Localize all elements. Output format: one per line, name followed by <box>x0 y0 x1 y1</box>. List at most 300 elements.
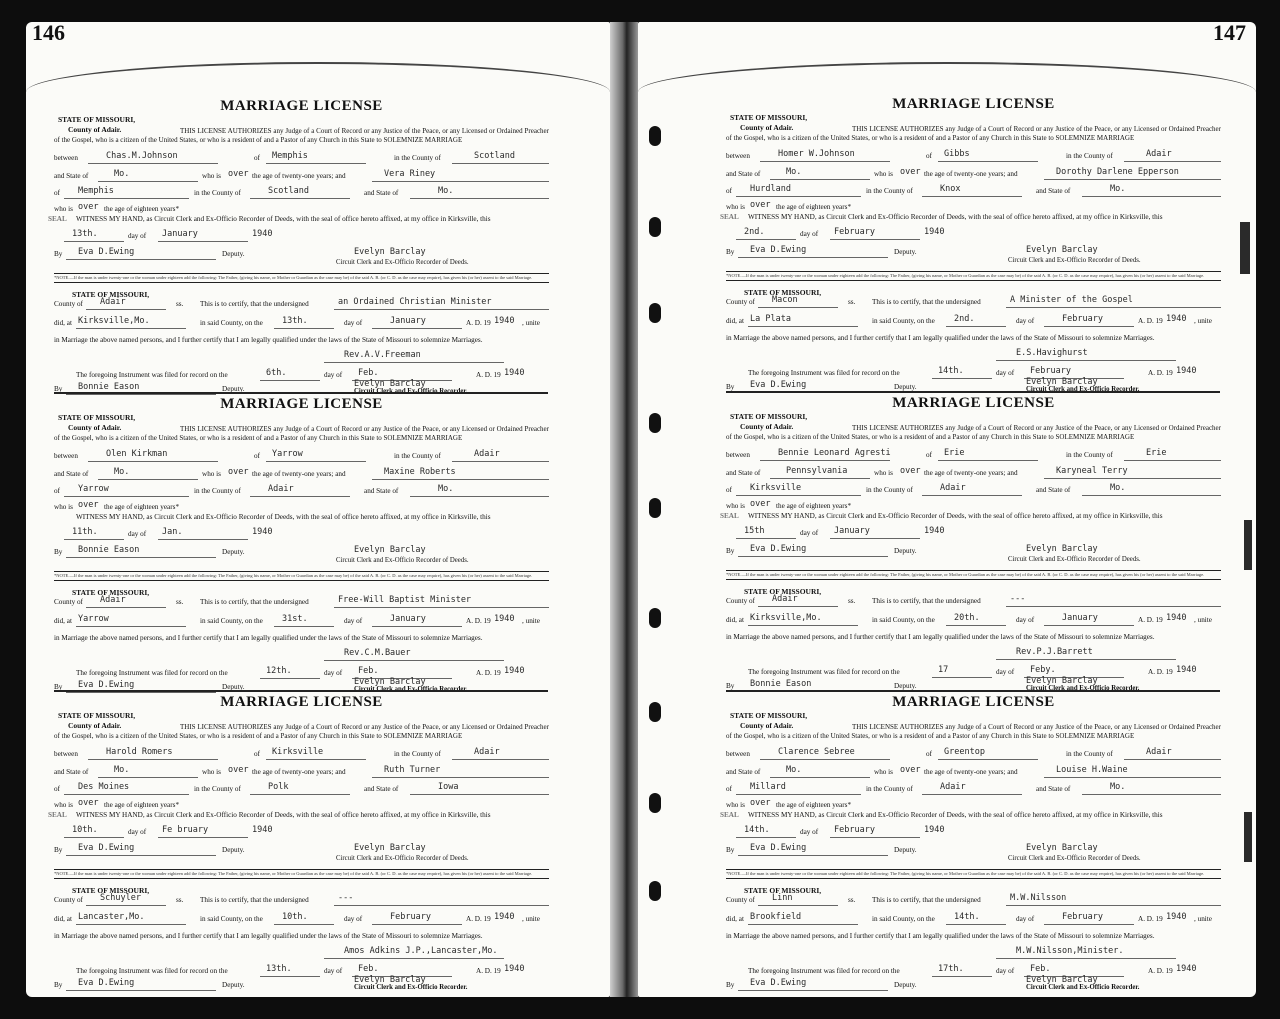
bride-state: Mo. <box>1110 184 1126 194</box>
label-filed: The foregoing Instrument was filed for record on the <box>748 967 900 975</box>
marriage-year: 1940 <box>494 316 515 326</box>
issue-deputy: Eva D.Ewing <box>750 544 807 554</box>
witness-text: WITNESS MY HAND, as Circuit Clerk and Ex-Officio Recorder of Deeds, with the seal of office hereto affixed, at my office in Kirksville, this <box>748 811 1163 819</box>
marriage-statement: in Marriage the above named persons, and I further certify that I am legally qualified under the laws of the State of Missouri to solemnize Marriages. <box>726 334 1155 342</box>
age-note: *NOTE.—If the man is under twenty-one or the woman under eighteen add the following: The Father, (giving his name, or Mother or Guardian as the case may be) of the said A. B. (or C. D. as the case may require), has given his (or her) assent to the said Marriage. <box>726 271 1221 281</box>
label-and-state: and State of <box>54 768 89 776</box>
state-label: STATE OF MISSOURI, <box>730 412 808 421</box>
witness-text: WITNESS MY HAND, as Circuit Clerk and Ex-Officio Recorder of Deeds, with the seal of office hereto affixed, at my office in Kirksville, this <box>748 213 1163 221</box>
label-age-18: the age of eighteen years* <box>104 205 180 213</box>
label-who-is: who is <box>54 205 73 213</box>
bride-age-qualifier: over <box>750 798 771 808</box>
filed-day: 13th. <box>266 964 292 974</box>
marriage-statement: in Marriage the above named persons, and I further certify that I am legally qualified under the laws of the State of Missouri to solemnize Marriages. <box>726 633 1155 641</box>
binder-hole <box>649 303 661 323</box>
officiant-signature: Rev.C.M.Bauer <box>344 648 411 658</box>
filed-month: Feb. <box>1030 964 1051 974</box>
label-day-of: day of <box>800 230 819 238</box>
fill-line <box>410 487 549 497</box>
binder-hole <box>649 702 661 722</box>
label-county-of: County of <box>54 896 83 904</box>
bride-town: Des Moines <box>78 782 130 792</box>
label-and-state: and State of <box>364 487 399 495</box>
section-divider <box>726 690 1220 692</box>
label-day-of: day of <box>800 529 819 537</box>
license-title: MARRIAGE LICENSE <box>892 395 1055 411</box>
license-title: MARRIAGE LICENSE <box>892 694 1055 710</box>
filed-month: Feb. <box>358 368 379 378</box>
license-boilerplate: THIS LICENSE AUTHORIZES any Judge of a Court of Record or any Justice of the Peace, or any Licensed or Ordained Preacher of the Gospel, who is a citizen of the United States, or who is a resident of and a Pastor of any Church in this State to SOLEMNIZE MARRIAGE <box>726 125 1221 142</box>
clerk-title: Circuit Clerk and Ex-Officio Recorder of Deeds. <box>1008 556 1141 563</box>
fill-line <box>1082 486 1221 496</box>
label-age-21: the age of twenty-one years; and <box>252 470 346 478</box>
fill-line <box>1124 451 1221 461</box>
label-and-state: and State of <box>54 470 89 478</box>
marriage-year: 1940 <box>1166 613 1187 623</box>
groom-age-qualifier: over <box>900 466 921 476</box>
fill-line <box>98 172 198 182</box>
bride-county: Scotland <box>268 186 309 196</box>
cert-state-label: STATE OF MISSOURI, <box>72 588 150 597</box>
filed-deputy: Eva D.Ewing <box>78 978 135 988</box>
label-said-county: in said County, on the <box>872 616 935 624</box>
filed-month: February <box>1030 366 1071 376</box>
groom-town: Greentop <box>944 747 985 757</box>
license-slot <box>26 693 610 990</box>
binder-hole <box>649 608 661 628</box>
marriage-statement: in Marriage the above named persons, and I further certify that I am legally qualified under the laws of the State of Missouri to solemnize Marriages. <box>54 634 483 642</box>
label-day-of: day of <box>800 828 819 836</box>
label-certify: This is to certify, that the undersigned <box>872 298 981 306</box>
label-who-is: who is <box>202 172 221 180</box>
officiant-title: an Ordained Christian Minister <box>338 297 492 307</box>
bride-town: Kirksville <box>750 483 802 493</box>
license-boilerplate: THIS LICENSE AUTHORIZES any Judge of a Court of Record or any Justice of the Peace, or any Licensed or Ordained Preacher of the Gospel, who is a citizen of the United States, or who is a resident of and a Pastor of any Church in this State to SOLEMNIZE MARRIAGE <box>726 723 1221 740</box>
label-said-county: in said County, on the <box>872 915 935 923</box>
bride-age-qualifier: over <box>78 500 99 510</box>
issue-month: Fe bruary <box>162 825 209 835</box>
fill-line <box>1006 597 1221 607</box>
age-note: *NOTE.—If the man is under twenty-one or the woman under eighteen add the following: The Father, (giving his name, or Mother or Guardian as the case may be) of the said A. B. (or C. D. as the case may require), has given his (or her) assent to the said Marriage. <box>726 570 1221 580</box>
groom-town: Kirksville <box>272 747 324 757</box>
issue-day: 2nd. <box>744 227 765 237</box>
label-between: between <box>726 152 750 160</box>
label-day-of: day of <box>344 319 363 327</box>
witness-text: WITNESS MY HAND, as Circuit Clerk and Ex-Officio Recorder of Deeds, with the seal of office hereto affixed, at my office in Kirksville, this <box>76 513 491 521</box>
filed-day: 6th. <box>266 368 287 378</box>
label-ad: A. D. 19 <box>1148 668 1173 676</box>
groom-county: Adair <box>474 747 500 757</box>
officiant-signature: Rev.A.V.Freeman <box>344 350 421 360</box>
label-county-of: County of <box>726 597 755 605</box>
groom-town: Gibbs <box>944 149 970 159</box>
marriage-license <box>48 97 549 395</box>
label-deputy: Deputy. <box>894 248 917 256</box>
label-in-county: in the County of <box>194 189 241 197</box>
filed-clerk: Evelyn Barclay <box>1026 377 1098 387</box>
label-in-county: in the County of <box>194 785 241 793</box>
marriage-statement: in Marriage the above named persons, and I further certify that I am legally qualified under the laws of the State of Missouri to solemnize Marriages. <box>726 932 1155 940</box>
seal-mark: SEAL <box>48 215 67 223</box>
label-ad: A. D. 19 <box>476 371 501 379</box>
fill-line <box>758 896 838 906</box>
label-ss: ss. <box>848 597 856 605</box>
label-in-county: in the County of <box>866 785 913 793</box>
label-between: between <box>54 452 78 460</box>
label-unite: , unite <box>522 617 540 625</box>
label-age-18: the age of eighteen years* <box>776 502 852 510</box>
label-who-is: who is <box>54 801 73 809</box>
label-unite: , unite <box>522 319 540 327</box>
clerk-title-short: Circuit Clerk and Ex-Officio Recorder. <box>1026 984 1140 991</box>
issue-year: 1940 <box>924 526 945 536</box>
label-deputy: Deputy. <box>894 547 917 555</box>
officiant-signature: Rev.P.J.Barrett <box>1016 647 1093 657</box>
groom-age-qualifier: over <box>228 765 249 775</box>
marriage-place: Lancaster,Mo. <box>78 912 145 922</box>
issue-deputy: Eva D.Ewing <box>750 843 807 853</box>
label-said-county: in said County, on the <box>200 319 263 327</box>
license-boilerplate: THIS LICENSE AUTHORIZES any Judge of a Court of Record or any Justice of the Peace, or any Licensed or Ordained Preacher of the Gospel, who is a citizen of the United States, or who is a resident of and a Pastor of any Church in this State to SOLEMNIZE MARRIAGE <box>54 425 549 442</box>
officiant-title: --- <box>1010 594 1026 604</box>
label-day-of: day of <box>1016 317 1035 325</box>
bride-town: Yarrow <box>78 484 109 494</box>
bride-state: Iowa <box>438 782 459 792</box>
seal-mark: SEAL <box>720 213 739 221</box>
license-boilerplate: THIS LICENSE AUTHORIZES any Judge of a Court of Record or any Justice of the Peace, or any Licensed or Ordained Preacher of the Gospel, who is a citizen of the United States, or who is a resident of and a Pastor of any Church in this State to SOLEMNIZE MARRIAGE <box>54 723 549 740</box>
fill-line <box>452 750 549 760</box>
label-ad: A. D. 19 <box>476 967 501 975</box>
label-in-county: in the County of <box>194 487 241 495</box>
filed-year: 1940 <box>1176 366 1197 376</box>
filed-year: 1940 <box>1176 665 1197 675</box>
label-and-state: and State of <box>726 469 761 477</box>
fill-line <box>770 768 870 778</box>
groom-county: Adair <box>474 449 500 459</box>
label-and-state: and State of <box>1036 187 1071 195</box>
groom-age-qualifier: over <box>228 467 249 477</box>
fill-line <box>1124 152 1221 162</box>
label-by: By <box>54 548 63 556</box>
label-by: By <box>726 248 735 256</box>
issue-clerk: Evelyn Barclay <box>354 247 426 257</box>
label-age-21: the age of twenty-one years; and <box>924 170 1018 178</box>
license-slot <box>638 693 1256 990</box>
officiant-title: Free-Will Baptist Minister <box>338 595 472 605</box>
label-and-state: and State of <box>54 172 89 180</box>
marriage-place: Brookfield <box>750 912 802 922</box>
label-ad: A. D. 19 <box>466 319 491 327</box>
label-deputy: Deputy. <box>894 981 917 989</box>
groom-state: Mo. <box>114 467 130 477</box>
label-by: By <box>726 383 735 391</box>
filed-deputy: Eva D.Ewing <box>750 380 807 390</box>
license-slot <box>26 395 610 692</box>
cert-state-label: STATE OF MISSOURI, <box>744 288 822 297</box>
label-certify: This is to certify, that the undersigned <box>200 598 309 606</box>
label-who-is: who is <box>874 170 893 178</box>
label-day-of: day of <box>344 915 363 923</box>
marriage-year: 1940 <box>494 912 515 922</box>
label-deputy: Deputy. <box>894 682 917 690</box>
filed-year: 1940 <box>504 368 525 378</box>
label-day-of: day of <box>996 967 1015 975</box>
issue-month: Jan. <box>162 527 183 537</box>
label-by: By <box>726 846 735 854</box>
fill-line <box>1082 785 1221 795</box>
section-divider <box>726 391 1220 393</box>
clerk-title: Circuit Clerk and Ex-Officio Recorder of Deeds. <box>1008 855 1141 862</box>
label-day-of: day of <box>1016 616 1035 624</box>
label-deputy: Deputy. <box>894 846 917 854</box>
seal-mark: SEAL <box>48 811 67 819</box>
label-day-of: day of <box>344 617 363 625</box>
label-certify: This is to certify, that the undersigned <box>872 896 981 904</box>
seal-mark: SEAL <box>720 512 739 520</box>
marriage-statement: in Marriage the above named persons, and I further certify that I am legally qualified under the laws of the State of Missouri to solemnize Marriages. <box>54 932 483 940</box>
marriage-license <box>48 693 549 991</box>
label-ad: A. D. 19 <box>1148 369 1173 377</box>
issue-month: January <box>162 229 198 239</box>
marriage-day: 20th. <box>954 613 980 623</box>
label-between: between <box>726 750 750 758</box>
cert-state-label: STATE OF MISSOURI, <box>744 886 822 895</box>
label-said-county: in said County, on the <box>200 915 263 923</box>
label-ad: A. D. 19 <box>1138 317 1163 325</box>
bride-name: Ruth Turner <box>384 765 441 775</box>
label-ad: A. D. 19 <box>466 915 491 923</box>
groom-name: Bennie Leonard Agresti <box>778 448 891 458</box>
label-in-county: in the County of <box>1066 451 1113 459</box>
label-age-21: the age of twenty-one years; and <box>252 768 346 776</box>
label-who-is: who is <box>726 502 745 510</box>
label-age-21: the age of twenty-one years; and <box>252 172 346 180</box>
label-day-of: day of <box>128 828 147 836</box>
bride-name: Vera Riney <box>384 169 436 179</box>
clerk-title-short: Circuit Clerk and Ex-Officio Recorder. <box>354 984 468 991</box>
groom-state: Mo. <box>786 167 802 177</box>
label-filed: The foregoing Instrument was filed for record on the <box>748 668 900 676</box>
filed-clerk: Evelyn Barclay <box>1026 975 1098 985</box>
label-day-of: day of <box>996 369 1015 377</box>
label-day-of: day of <box>324 669 343 677</box>
officiant-signature: M.W.Nilsson,Minister. <box>1016 946 1124 956</box>
label-did-at: did, at <box>726 317 744 325</box>
label-of: of <box>54 189 60 197</box>
label-day-of: day of <box>324 371 343 379</box>
label-of: of <box>54 487 60 495</box>
filed-deputy: Eva D.Ewing <box>750 978 807 988</box>
label-who-is: who is <box>54 503 73 511</box>
clerk-title-short: Circuit Clerk and Ex-Officio Recorder. <box>1026 386 1140 393</box>
clerk-title: Circuit Clerk and Ex-Officio Recorder of Deeds. <box>336 855 469 862</box>
label-day-of: day of <box>996 668 1015 676</box>
margin-stamp <box>1244 812 1252 862</box>
clerk-title: Circuit Clerk and Ex-Officio Recorder of Deeds. <box>336 259 469 266</box>
label-age-18: the age of eighteen years* <box>104 801 180 809</box>
label-by: By <box>54 683 63 691</box>
filed-year: 1940 <box>1176 964 1197 974</box>
issue-year: 1940 <box>924 825 945 835</box>
bride-state: Mo. <box>438 186 454 196</box>
label-who-is: who is <box>726 203 745 211</box>
label-ad: A. D. 19 <box>1138 915 1163 923</box>
age-note: *NOTE.—If the man is under twenty-one or the woman under eighteen add the following: The Father, (giving his name, or Mother or Guardian as the case may be) of the said A. B. (or C. D. as the case may require), has given his (or her) assent to the said Marriage. <box>54 273 549 283</box>
label-of: of <box>254 154 260 162</box>
filed-clerk: Evelyn Barclay <box>354 677 426 687</box>
age-note: *NOTE.—If the man is under twenty-one or the woman under eighteen add the following: The Father, (giving his name, or Mother or Guardian as the case may be) of the said A. B. (or C. D. as the case may require), has given his (or her) assent to the said Marriage. <box>726 869 1221 879</box>
groom-town: Erie <box>944 448 965 458</box>
bride-county: Adair <box>268 484 294 494</box>
label-in-county: in the County of <box>394 154 441 162</box>
label-of: of <box>726 187 732 195</box>
filed-day: 17 <box>938 665 949 675</box>
filed-clerk: Evelyn Barclay <box>354 379 426 389</box>
label-in-county: in the County of <box>394 750 441 758</box>
bride-town: Millard <box>750 782 786 792</box>
fill-line <box>922 785 1022 795</box>
cert-state-label: STATE OF MISSOURI, <box>72 290 150 299</box>
bride-town: Memphis <box>78 186 114 196</box>
county-header: County of Adair. <box>68 125 122 134</box>
issue-clerk: Evelyn Barclay <box>1026 843 1098 853</box>
marriage-month: February <box>390 912 431 922</box>
filed-month: Feb. <box>358 964 379 974</box>
label-of: of <box>254 452 260 460</box>
page-number: 147 <box>1213 22 1246 45</box>
county-header: County of Adair. <box>68 721 122 730</box>
issue-year: 1940 <box>252 229 273 239</box>
label-certify: This is to certify, that the undersigned <box>872 597 981 605</box>
bride-county: Knox <box>940 184 961 194</box>
label-did-at: did, at <box>54 617 72 625</box>
fill-line <box>452 452 549 462</box>
label-in-county: in the County of <box>866 486 913 494</box>
groom-county: Adair <box>1146 747 1172 757</box>
marriage-place: Kirksville,Mo. <box>78 316 150 326</box>
cert-county: Schuyler <box>100 893 141 903</box>
marriage-statement: in Marriage the above named persons, and I further certify that I am legally qualified under the laws of the State of Missouri to solemnize Marriages. <box>54 336 483 344</box>
label-county-of: County of <box>726 298 755 306</box>
fill-line <box>1082 187 1221 197</box>
county-header: County of Adair. <box>740 721 794 730</box>
seal-mark: SEAL <box>720 811 739 819</box>
label-did-at: did, at <box>54 319 72 327</box>
groom-name: Clarence Sebree <box>778 747 855 757</box>
filed-month: Feby. <box>1030 665 1056 675</box>
label-of: of <box>726 785 732 793</box>
filed-day: 12th. <box>266 666 292 676</box>
groom-town: Memphis <box>272 151 308 161</box>
bride-county: Polk <box>268 782 289 792</box>
label-deputy: Deputy. <box>222 981 245 989</box>
marriage-place: La Plata <box>750 314 791 324</box>
marriage-month: January <box>390 614 426 624</box>
clerk-title-short: Circuit Clerk and Ex-Officio Recorder. <box>354 388 468 395</box>
label-deputy: Deputy. <box>222 846 245 854</box>
label-unite: , unite <box>1194 915 1212 923</box>
label-day-of: day of <box>1016 915 1035 923</box>
cert-state-label: STATE OF MISSOURI, <box>744 587 822 596</box>
issue-day: 15th <box>744 526 765 536</box>
label-filed: The foregoing Instrument was filed for record on the <box>76 669 228 677</box>
groom-name: Harold Romers <box>106 747 173 757</box>
label-ss: ss. <box>848 896 856 904</box>
issue-deputy: Eva D.Ewing <box>78 843 135 853</box>
filed-year: 1940 <box>504 964 525 974</box>
label-between: between <box>54 154 78 162</box>
issue-year: 1940 <box>252 825 273 835</box>
filed-day: 14th. <box>938 366 964 376</box>
label-and-state: and State of <box>1036 785 1071 793</box>
label-county-of: County of <box>54 300 83 308</box>
label-county-of: County of <box>54 598 83 606</box>
state-label: STATE OF MISSOURI, <box>58 115 136 124</box>
page-edge-curve <box>638 62 1256 92</box>
fill-line <box>922 187 1022 197</box>
license-title: MARRIAGE LICENSE <box>220 694 383 710</box>
label-by: By <box>726 547 735 555</box>
label-certify: This is to certify, that the undersigned <box>200 300 309 308</box>
label-filed: The foregoing Instrument was filed for record on the <box>748 369 900 377</box>
fill-line <box>1124 750 1221 760</box>
cert-county: Linn <box>772 893 793 903</box>
clerk-title-short: Circuit Clerk and Ex-Officio Recorder. <box>354 686 468 693</box>
label-deputy: Deputy. <box>222 385 245 393</box>
filed-day: 17th. <box>938 964 964 974</box>
bride-state: Mo. <box>1110 782 1126 792</box>
label-between: between <box>54 750 78 758</box>
page-edge-curve <box>26 62 610 92</box>
filed-month: Feb. <box>358 666 379 676</box>
state-label: STATE OF MISSOURI, <box>730 113 808 122</box>
label-and-state: and State of <box>364 189 399 197</box>
filed-deputy: Bonnie Eason <box>750 679 812 689</box>
label-of: of <box>726 486 732 494</box>
label-of: of <box>54 785 60 793</box>
binder-hole <box>649 126 661 146</box>
clerk-title: Circuit Clerk and Ex-Officio Recorder of Deeds. <box>1008 257 1141 264</box>
label-who-is: who is <box>202 470 221 478</box>
marriage-month: January <box>1062 613 1098 623</box>
fill-line <box>758 597 838 607</box>
marriage-month: February <box>1062 912 1103 922</box>
label-ss: ss. <box>848 298 856 306</box>
issue-clerk: Evelyn Barclay <box>354 545 426 555</box>
license-boilerplate: THIS LICENSE AUTHORIZES any Judge of a Court of Record or any Justice of the Peace, or any Licensed or Ordained Preacher of the Gospel, who is a citizen of the United States, or who is a resident of and a Pastor of any Church in this State to SOLEMNIZE MARRIAGE <box>54 127 549 144</box>
binder-hole <box>649 881 661 901</box>
label-in-county: in the County of <box>866 187 913 195</box>
label-who-is: who is <box>202 768 221 776</box>
county-header: County of Adair. <box>68 423 122 432</box>
county-header: County of Adair. <box>740 422 794 431</box>
label-unite: , unite <box>522 915 540 923</box>
label-of: of <box>926 750 932 758</box>
marriage-license <box>54 395 549 693</box>
bride-town: Hurdland <box>750 184 791 194</box>
label-age-18: the age of eighteen years* <box>776 203 852 211</box>
label-in-county: in the County of <box>1066 750 1113 758</box>
label-who-is: who is <box>726 801 745 809</box>
label-of: of <box>254 750 260 758</box>
issue-clerk: Evelyn Barclay <box>354 843 426 853</box>
label-ss: ss. <box>176 300 184 308</box>
groom-state: Mo. <box>114 169 130 179</box>
witness-text: WITNESS MY HAND, as Circuit Clerk and Ex-Officio Recorder of Deeds, with the seal of office hereto affixed, at my office in Kirksville, this <box>76 215 491 223</box>
bride-name: Karyneal Terry <box>1056 466 1128 476</box>
issue-month: January <box>834 526 870 536</box>
binder-hole <box>649 498 661 518</box>
